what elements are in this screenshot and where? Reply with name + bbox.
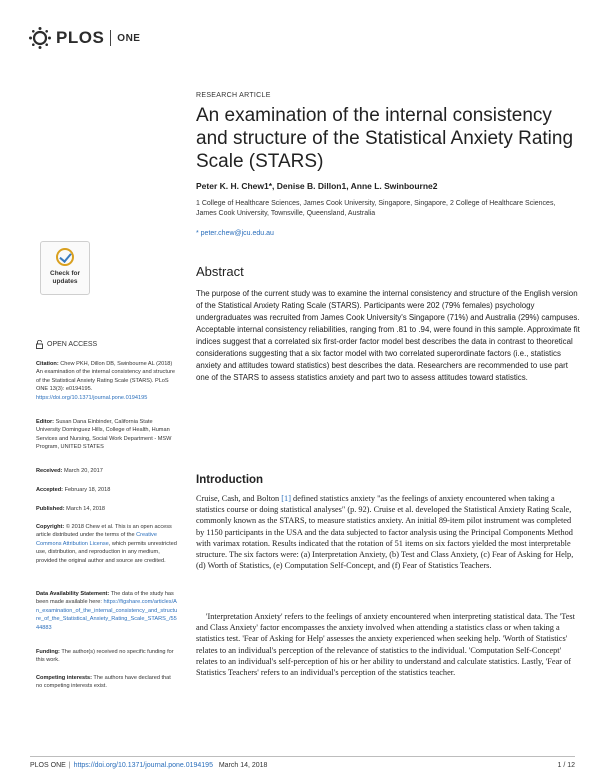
- copyright-text-a: © 2018 Chew et al. This is an open access article distributed under the terms of the: [36, 524, 172, 539]
- copyright-text-b: , which permits unrestricted use, distribution, and reproduction in any medium, provided the original author and source are credited.: [36, 540, 177, 564]
- intro-paragraph-2: 'Interpretation Anxiety' refers to the feelings of anxiety encountered when interpreting statistical data. The 'Test and Class Anxiety' factor encompasses the anxiety involved when attending a statistics class or when taking a statistics test. 'Fear of Asking for Help' assesses the anxiety experienced when seeking help. 'Worth of Statistics' relates to an individual's perception of the relevance of statistics to the individual. 'Computation Self-Concept' relates to an individual's self-perception of his or her ability to understand and calculate statistics. Lastly, 'Fear of Statistics Teachers' refers to an individual's perception of the statistics teacher.: [196, 612, 575, 678]
- citation-block: [36, 360, 178, 402]
- competing-text: The authors have declared that no competing interests exist.: [36, 675, 171, 690]
- editor-text: Susan Dana Einbinder, California State University Dominguez Hills, College of Health, Human Services and Nursing, Social Work Department - MSW Program, UNITED STATES: [36, 419, 172, 451]
- intro-paragraph-1: [196, 493, 581, 571]
- data-availability-text: The data of the study has been made available here:: [36, 591, 174, 606]
- data-availability-block: [36, 590, 178, 632]
- page-footer: [30, 762, 267, 769]
- badge-line-2: updates: [52, 278, 78, 285]
- footer-doi-link[interactable]: https://doi.org/10.1371/journal.pone.0194195: [73, 762, 213, 769]
- plos-logo-icon: [28, 26, 52, 50]
- footer-divider: [30, 756, 575, 757]
- accepted-date: February 18, 2018: [64, 487, 111, 493]
- logo-wordmark: PLOS: [56, 28, 105, 47]
- footer-separator-1: |: [68, 762, 71, 769]
- open-access-text: OPEN ACCESS: [47, 341, 98, 348]
- published-block: [36, 505, 178, 513]
- author-list: [196, 181, 438, 191]
- article-type-label: RESEARCH ARTICLE: [196, 92, 271, 99]
- cc-license-link[interactable]: Creative Commons Attribution License: [36, 532, 157, 547]
- open-lock-icon: [36, 340, 43, 349]
- citation-doi-link[interactable]: https://doi.org/10.1371/journal.pone.0194195: [36, 394, 148, 401]
- received-block: [36, 467, 178, 475]
- journal-name: ONE: [117, 32, 141, 44]
- intro-p1-start: Cruise, Cash, and Bolton: [196, 494, 280, 503]
- accepted-label: Accepted:: [36, 487, 64, 493]
- figshare-link[interactable]: https://figshare.com/articles/An_examination_of_the_internal_consistency_and_structure_of_the_Statistical_Anxiety_Rating_Scale_STARS_/5544883: [36, 599, 178, 631]
- citation-label: Citation:: [36, 361, 59, 367]
- data-availability-label: Data Availability Statement:: [36, 591, 110, 597]
- competing-interests-block: [36, 674, 178, 691]
- competing-label: Competing interests:: [36, 675, 92, 681]
- badge-line-1: Check for: [50, 270, 80, 277]
- badge-label: [41, 270, 89, 286]
- published-date: March 14, 2018: [66, 506, 106, 512]
- page-number: 1 / 12: [557, 762, 575, 769]
- intro-p1-rest: defined statistics anxiety "as the feelings of anxiety encountered when taking a statistics course or doing statistical analyses" (p. 92). Cruise et al. developed the Statistical Anxiety Rating Scale, commonly known as the STARS, to measure statistics anxiety. An initial 89-item pilot instrument was completed by 1150 participants in the USA and the data subjected to factor analysis using the Principal Components Method with varimax rotation. Results indicated that the rotation of 51 items on six factors yielded the most interpretable structure. The six factors were: (a) Interpretation Anxiety, (b) Test and Class Anxiety, (c) Fear of Asking for Help, (d) Worth of Statistics, (e) Computation Self-Concept, and (f) Fear of Statistics Teachers.: [196, 494, 574, 571]
- received-date: March 20, 2017: [64, 468, 103, 474]
- editor-label: Editor:: [36, 419, 55, 425]
- check-for-updates-badge[interactable]: [40, 241, 90, 295]
- logo-divider: [110, 30, 111, 46]
- citation-text: Chew PKH, Dillon DB, Swinbourne AL (2018) An examination of the internal consistency and structure of the Statistical Anxiety Rating Scale (STARS). PLoS ONE 13(3): e0194195.: [36, 361, 175, 393]
- authors-text: Peter K. H. Chew1*, Denise B. Dillon1, Anne L. Swinbourne2: [196, 181, 438, 191]
- corresponding-email[interactable]: * peter.chew@jcu.edu.au: [196, 230, 274, 237]
- published-label: Published:: [36, 506, 65, 512]
- article-title: An examination of the internal consistency and structure of the Statistical Anxiety Rating Scale (STARS): [196, 105, 574, 172]
- affiliations: 1 College of Healthcare Sciences, James Cook University, Singapore, Singapore, 2 College of Healthcare Sciences, James Cook University, Townsville, Queensland, Australia: [196, 200, 556, 217]
- open-access-label: [36, 340, 97, 349]
- abstract-text: The purpose of the current study was to examine the internal consistency and structure of the English version of the Statistical Anxiety Rating Scale (STARS). Participants were 202 (79% females) psychology undergraduates was recruited from James Cook University's Singapore (71%) and Australia (29%) campuses. Acceptable internal consistency reliabilities, ranging from .81 to .94, were found in this sample. Approximate fit indices suggest that a correlated six first-order factor model best describes the data in contrast to theoretical considerations suggesting that a six factor model with two correlated superordinate factors (i.e., statistics anxiety and attitudes toward statistics) best describes the data. Researchers are recommended to use part one of the STARS to assess statistics anxiety and part two to assess attitudes toward statistics.: [196, 289, 580, 382]
- received-label: Received:: [36, 468, 63, 474]
- footer-journal: PLOS ONE: [30, 762, 66, 769]
- funding-text: The author(s) received no specific funding for this work.: [36, 649, 174, 664]
- introduction-heading: Introduction: [196, 474, 264, 486]
- check-updates-icon: [56, 248, 74, 266]
- editor-block: [36, 418, 178, 452]
- abstract-heading: Abstract: [196, 264, 244, 279]
- copyright-block: [36, 523, 178, 565]
- copyright-label: Copyright:: [36, 524, 65, 530]
- reference-link[interactable]: [1]: [281, 494, 291, 503]
- accepted-block: [36, 486, 178, 494]
- funding-label: Funding:: [36, 649, 60, 655]
- footer-date: March 14, 2018: [218, 762, 268, 769]
- plos-logo: [28, 26, 140, 50]
- funding-block: [36, 648, 178, 665]
